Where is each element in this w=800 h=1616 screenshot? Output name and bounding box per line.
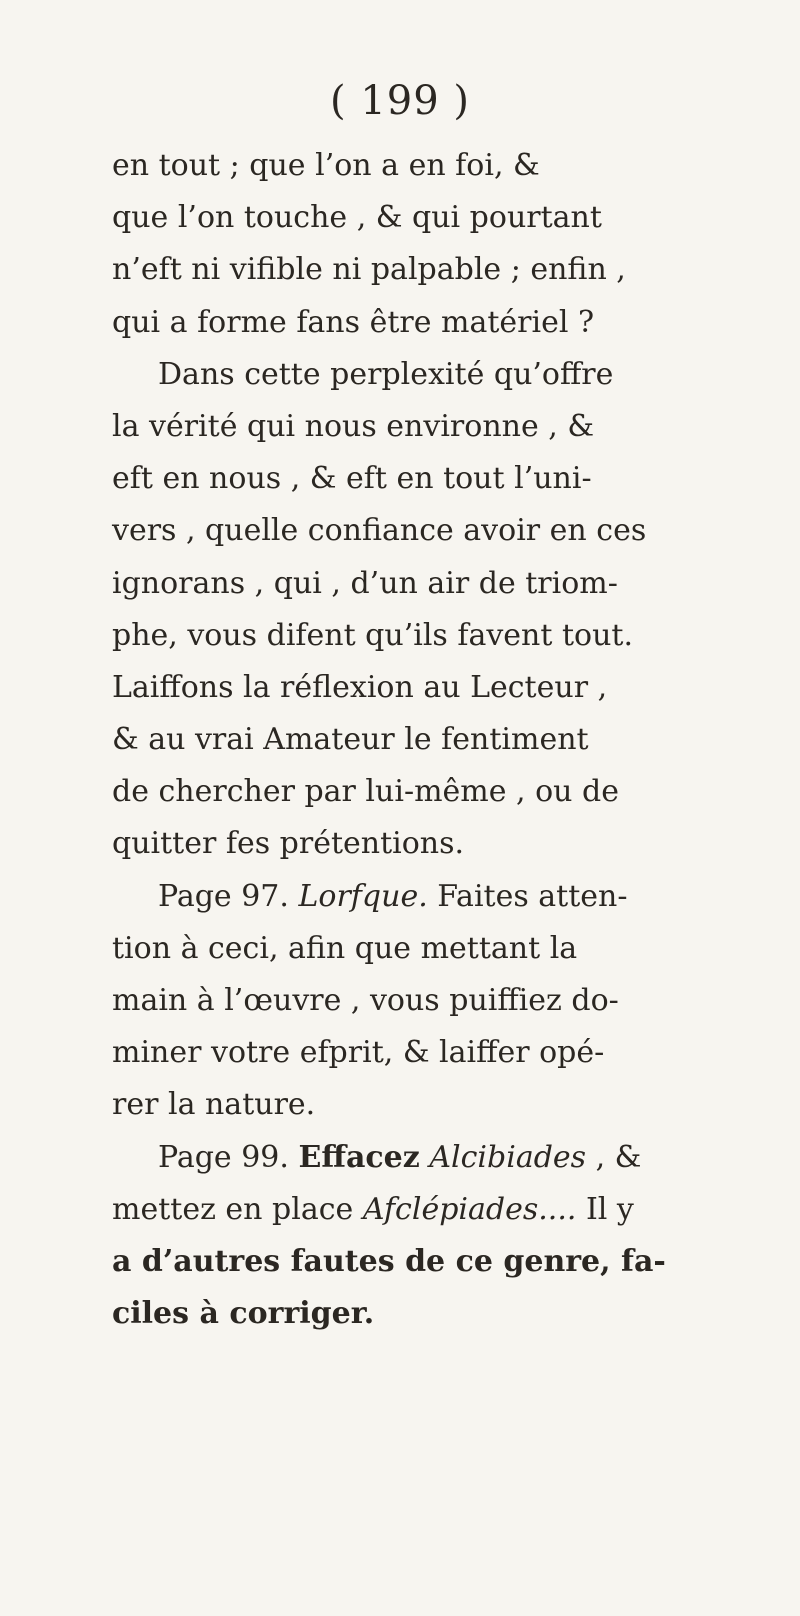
text-line-9: ignorans , qui , d’un air de triom- [112, 565, 618, 601]
text-line-6: la vérité qui nous environne , & [112, 408, 595, 444]
page-97-line-1-rest: Faites atten- [437, 878, 628, 914]
text-line-11: Laiffons la réflexion au Lecteur , [112, 669, 608, 705]
text-line-4: qui a forme fans être matériel ? [112, 304, 595, 340]
page-99-line-1 [112, 1132, 752, 1184]
page-99-line-4: ciles à corriger. [112, 1296, 375, 1332]
text-block [112, 140, 752, 1340]
text-line-8: vers , quelle confiance avoir en ces [112, 513, 647, 549]
page-97-line-3: main à l’œuvre , vous puiffiez do- [112, 983, 619, 1018]
page-99-line-2-end: Il y [585, 1191, 634, 1227]
page-number: ( 199 ) [330, 78, 470, 124]
page-97-italic-word: Lorfque. [298, 878, 428, 914]
text-line-5: Dans cette perplexité qu’offre [158, 356, 614, 392]
text-line-3: n’eft ni vifible ni palpable ; enfin , [112, 252, 626, 288]
text-line-1: en tout ; que l’on a en foi, & [112, 148, 540, 183]
page-97-line-1 [112, 871, 752, 923]
text-line-13: de chercher par lui-même , ou de [112, 774, 619, 810]
page-99-action-word: Effacez [298, 1139, 420, 1175]
text-line-14: quitter fes prétentions. [112, 826, 465, 862]
page-99-line-2-start: mettez en place [112, 1191, 354, 1227]
page-99-label: Page 99. [158, 1139, 289, 1175]
page-99-line-1-end: , & [595, 1139, 642, 1175]
text-line-7: eft en nous , & eft en tout l’uni- [112, 461, 592, 497]
page-97-line-2: tion à ceci, afin que mettant la [112, 930, 578, 966]
page-99-italic-name-2: Afclépiades.... [362, 1191, 577, 1227]
text-line-12: & au vrai Amateur le fentiment [112, 722, 589, 758]
page-97-line-4: miner votre efprit, & laiffer opé- [112, 1035, 605, 1071]
page-97-label: Page 97. [158, 878, 289, 914]
page-97-line-5: rer la nature. [112, 1087, 316, 1123]
text-line-2: que l’on touche , & qui pourtant [112, 200, 602, 236]
text-line-10: phe, vous difent qu’ils favent tout. [112, 617, 634, 653]
page-99-line-3: a d’autres fautes de ce genre, fa- [112, 1243, 666, 1279]
page-99-line-2 [112, 1184, 752, 1236]
page-99-italic-name-1: Alcibiades [429, 1139, 587, 1175]
